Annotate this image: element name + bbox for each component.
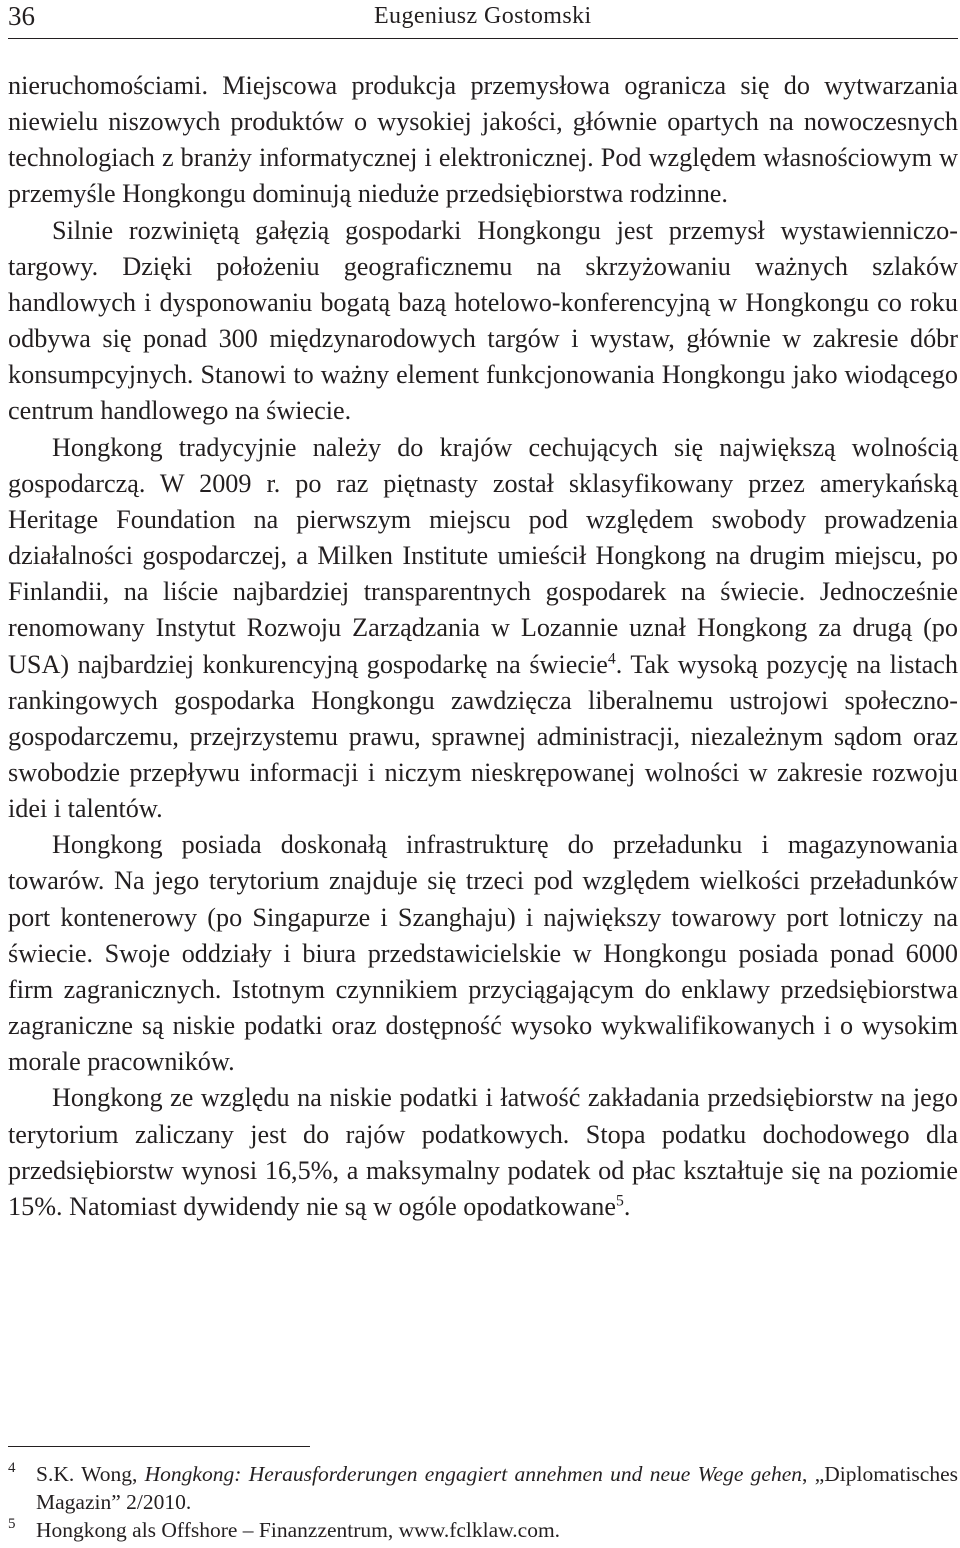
paragraph-3-text-a: Hongkong tradycyjnie należy do krajów cechujących się największą wolnością gospodarczą. W 2009 r. po raz piętnasty został sklasyfikowany przez amerykańską Heritage Foundation na pierwszym miejscu pod względem swobody prowadzenia działalności gospodarczej, a Milken Institute umieścił Hongkong na drugim miejscu, po Finlandii, na liście najbardziej transparentnych gospodarek na świecie. Jednocześnie renomowany Instytut Rozwoju Zarządzania w Lozannie uznał Hongkong za drugą (po USA) najbardziej konkurencyjną gospodarkę na świecie — [8, 432, 958, 679]
footnote-author: S.K. Wong, — [36, 1462, 145, 1486]
footnote-number: 5 — [8, 1516, 16, 1532]
running-head-author: Eugeniusz Gostomski — [374, 3, 592, 29]
footnote-5 — [8, 1516, 958, 1544]
footnote-rule — [8, 1446, 310, 1447]
paragraph-3 — [8, 430, 958, 828]
footnote-ref-5[interactable]: 5 — [616, 1192, 624, 1210]
footnotes — [8, 1460, 958, 1544]
header-rule — [8, 38, 958, 39]
footnote-4 — [8, 1460, 958, 1516]
paragraph-5 — [8, 1080, 958, 1225]
paragraph-5-text-a: Hongkong ze względu na niskie podatki i łatwość zakładania przedsiębiorstw na jego terytorium zaliczany jest do rajów podatkowych. Stopa podatku dochodowego dla przedsiębiorstw wynosi 16,5%, a maksymalny podatek od płac kształtuje się na poziomie 15%. Natomiast dywidendy nie są w ogóle opodatkowane — [8, 1083, 958, 1221]
footnote-body — [36, 1460, 958, 1516]
footnote-body: Hongkong als Offshore – Finanzzentrum, www.fclklaw.com. — [36, 1518, 561, 1542]
body-text — [8, 68, 958, 1225]
footnote-source: , „Diplomatisches Magazin” 2/2010. — [36, 1462, 958, 1514]
footnote-title: Hongkong: Herausforderungen engagiert annehmen und neue Wege gehen — [144, 1462, 803, 1486]
paragraph-1: nieruchomościami. Miejscowa produkcja przemysłowa ogranicza się do wytwarzania niewielu niszowych produktów o wysokiej jakości, głównie opartych na nowoczesnych technologiach z branży informatycznej i elektronicznej. Pod względem własnościowym w przemyśle Hongkongu dominują nieduże przedsiębiorstwa rodzinne. — [8, 71, 958, 209]
paragraph-4: Hongkong posiada doskonałą infrastrukturę do przeładunku i magazynowania towarów. Na jego terytorium znajduje się trzeci pod względem wielkości przeładunków port kontenerowy (po Singapurze i Szanghaju) i największy towarowy port lotniczy na świecie. Swoje oddziały i biura przedstawicielskie w Hongkongu posiada ponad 6000 firm zagranicznych. Istotnym czynnikiem przyciągającym do enklawy przedsiębiorstwa zagraniczne są niskie podatki oraz dostępność wysoko wykwalifikowanych i o wysokim morale pracowników. — [8, 830, 958, 1077]
paragraph-5-text-b: . — [623, 1191, 631, 1221]
page-header — [0, 0, 960, 40]
page-number: 36 — [8, 1, 35, 31]
footnote-number: 4 — [8, 1460, 16, 1476]
paragraph-2: Silnie rozwiniętą gałęzią gospodarki Hongkongu jest przemysł wystawienniczo-targowy. Dzięki położeniu geograficznemu na skrzyżowaniu ważnych szlaków handlowych i dysponowaniu bogatą bazą hotelowo-konferencyjną w Hongkongu co roku odbywa się ponad 300 międzynarodowych targów i wystaw, głównie w zakresie dóbr konsumpcyjnych. Stanowi to ważny element funkcjonowania Hongkongu jako wiodącego centrum handlowego na świecie. — [8, 215, 958, 426]
paragraph-3-text-b: . Tak wysoką pozycję na listach rankingowych gospodarka Hongkongu zawdzięcza liberalnemu ustrojowi społeczno-gospodarczemu, przejrzystemu prawu, sprawnej administracji, niezależnym sądom oraz swobodzie przepływu informacji i niczym nieskrępowanej wolności w zakresie rozwoju idei i talentów. — [8, 649, 958, 824]
footnote-ref-4[interactable]: 4 — [607, 649, 616, 667]
